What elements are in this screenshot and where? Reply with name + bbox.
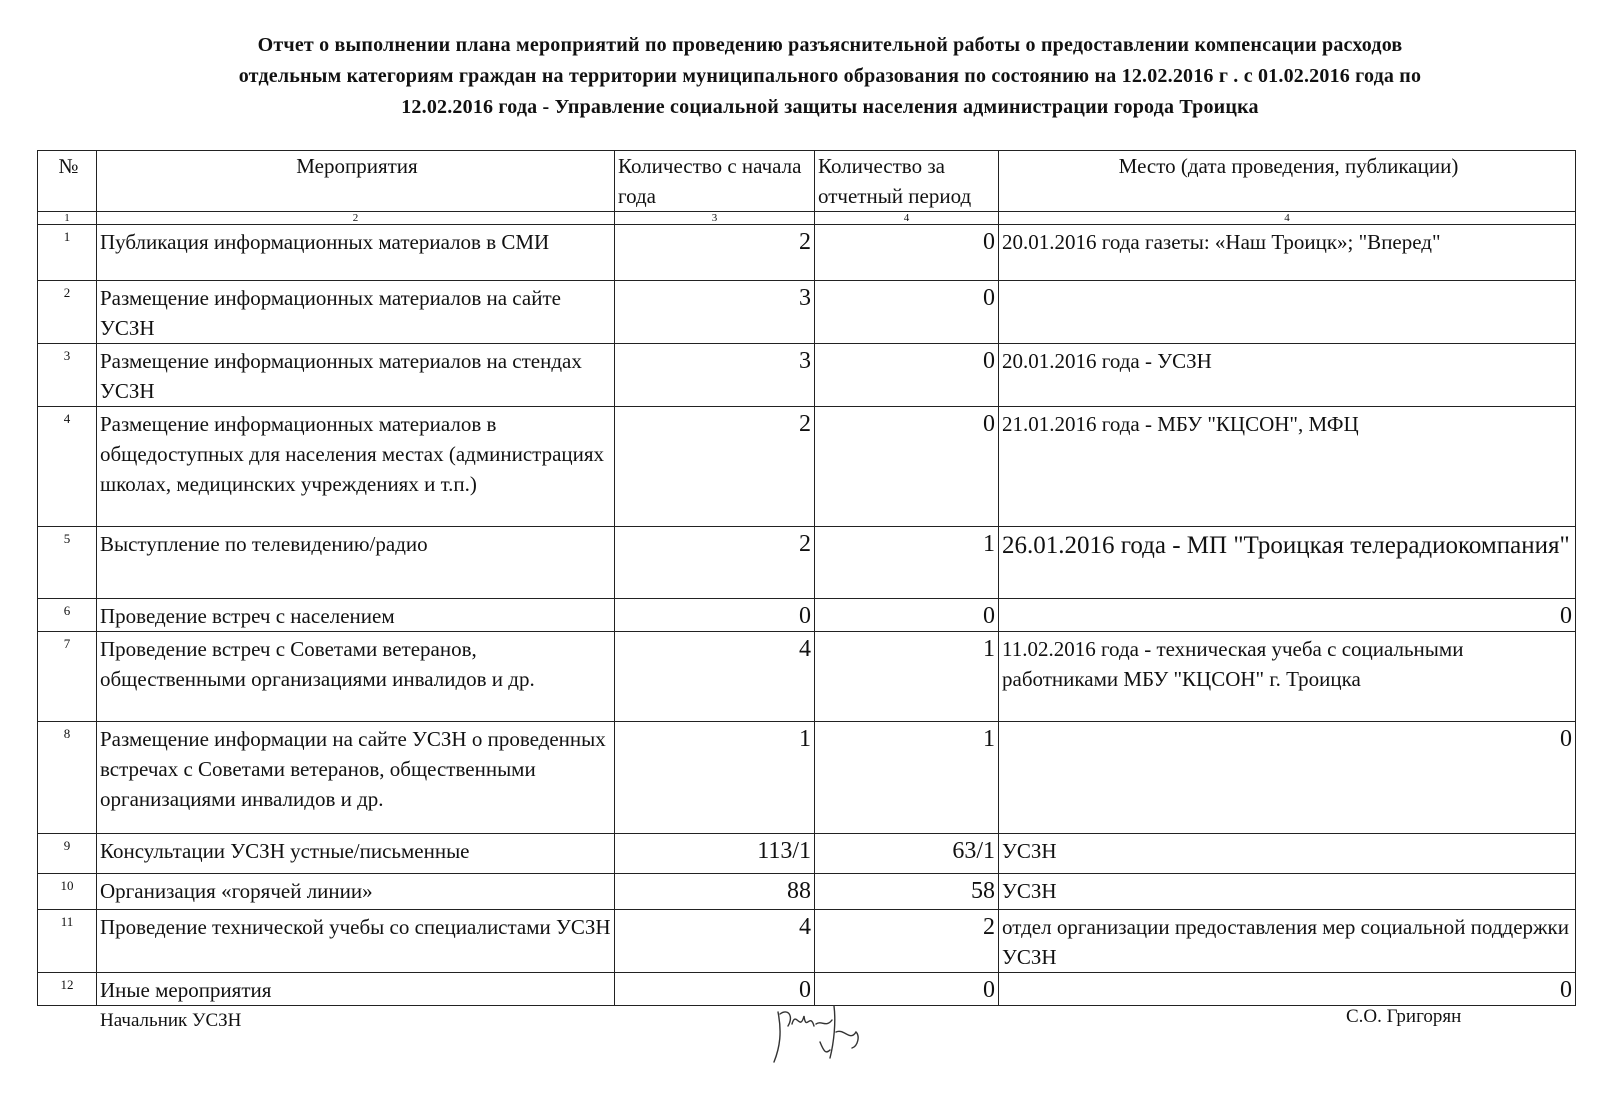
row-number: 11: [38, 910, 97, 973]
table-row: [38, 225, 1576, 281]
count-year: 1: [615, 722, 815, 834]
count-period: 0: [815, 281, 999, 344]
event-name: Проведение технической учебы со специалистами УСЗН: [97, 910, 615, 973]
row-number: 1: [38, 225, 97, 281]
event-name: Проведение встреч с населением: [97, 599, 615, 632]
event-name: Выступление по телевидению/радио: [97, 527, 615, 599]
count-period: 0: [815, 973, 999, 1006]
event-name: Проведение встреч с Советами ветеранов, общественными организациями инвалидов и др.: [97, 632, 615, 722]
header-event: Мероприятия: [97, 151, 615, 212]
document-title: [100, 30, 1560, 123]
event-place: [999, 281, 1576, 344]
count-year: 2: [615, 527, 815, 599]
table-row: [38, 910, 1576, 973]
event-place: 0: [999, 722, 1576, 834]
event-name: Размещение информации на сайте УСЗН о проведенных встречах с Советами ветеранов, общественными организациями инвалидов и др.: [97, 722, 615, 834]
table-row: [38, 344, 1576, 407]
count-period: 0: [815, 344, 999, 407]
footer-name: С.О. Григорян: [1346, 1006, 1462, 1027]
row-number: 8: [38, 722, 97, 834]
index-cell: 1: [38, 212, 97, 225]
row-number: 12: [38, 973, 97, 1006]
count-period: 58: [815, 874, 999, 910]
event-name: Размещение информационных материалов на стендах УСЗН: [97, 344, 615, 407]
count-period: 0: [815, 599, 999, 632]
event-place: УСЗН: [999, 874, 1576, 910]
event-place: отдел организации предоставления мер социальной поддержки УСЗН: [999, 910, 1576, 973]
count-period: 1: [815, 632, 999, 722]
count-period: 1: [815, 722, 999, 834]
event-place: 20.01.2016 года газеты: «Наш Троицк»; "Вперед": [999, 225, 1576, 281]
event-place: 0: [999, 599, 1576, 632]
table-row: [38, 599, 1576, 632]
table-row: [38, 632, 1576, 722]
header-row: [38, 151, 1576, 212]
index-cell: 3: [615, 212, 815, 225]
table-row: [38, 527, 1576, 599]
count-year: 0: [615, 973, 815, 1006]
row-number: 2: [38, 281, 97, 344]
event-place: УСЗН: [999, 834, 1576, 874]
event-place: 21.01.2016 года - МБУ "КЦСОН", МФЦ: [999, 407, 1576, 527]
table-row: [38, 407, 1576, 527]
row-number: 3: [38, 344, 97, 407]
count-year: 4: [615, 910, 815, 973]
count-year: 113/1: [615, 834, 815, 874]
row-number: 4: [38, 407, 97, 527]
table-row: [38, 973, 1576, 1006]
footer-position: Начальник УСЗН: [100, 1010, 242, 1031]
header-count-year: Количество с начала года: [615, 151, 815, 212]
title-line-1: Отчет о выполнении плана мероприятий по проведению разъяснительной работы о предоставлении компенсации расходов: [257, 34, 1403, 56]
count-year: 2: [615, 407, 815, 527]
event-place: 26.01.2016 года - МП "Троицкая телерадиокомпания": [999, 527, 1576, 599]
count-year: 4: [615, 632, 815, 722]
index-cell: 4: [815, 212, 999, 225]
event-place: 11.02.2016 года - техническая учеба с социальными работниками МБУ "КЦСОН" г. Троицка: [999, 632, 1576, 722]
table-row: [38, 874, 1576, 910]
event-place: 20.01.2016 года - УСЗН: [999, 344, 1576, 407]
event-name: Размещение информационных материалов в общедоступных для населения местах (администрациях школах, медицинских учреждениях и т.п.): [97, 407, 615, 527]
count-period: 0: [815, 225, 999, 281]
count-year: 3: [615, 281, 815, 344]
count-year: 88: [615, 874, 815, 910]
table-row: [38, 281, 1576, 344]
row-number: 5: [38, 527, 97, 599]
count-year: 0: [615, 599, 815, 632]
header-place: Место (дата проведения, публикации): [999, 151, 1576, 212]
report-table: [37, 150, 1576, 1006]
event-name: Иные мероприятия: [97, 973, 615, 1006]
index-row: [38, 212, 1576, 225]
row-number: 9: [38, 834, 97, 874]
event-name: Консультации УСЗН устные/письменные: [97, 834, 615, 874]
title-line-3: 12.02.2016 года - Управление социальной защиты населения администрации города Троицка: [401, 96, 1259, 118]
count-period: 0: [815, 407, 999, 527]
count-period: 1: [815, 527, 999, 599]
row-number: 10: [38, 874, 97, 910]
index-cell: 2: [97, 212, 615, 225]
count-year: 2: [615, 225, 815, 281]
count-year: 3: [615, 344, 815, 407]
event-place: 0: [999, 973, 1576, 1006]
signature-icon: [770, 1002, 870, 1071]
table-row: [38, 834, 1576, 874]
index-cell: 4: [999, 212, 1576, 225]
header-count-period: Количество за отчетный период: [815, 151, 999, 212]
row-number: 7: [38, 632, 97, 722]
event-name: Размещение информационных материалов на сайте УСЗН: [97, 281, 615, 344]
table-row: [38, 722, 1576, 834]
header-num: №: [38, 151, 97, 212]
row-number: 6: [38, 599, 97, 632]
event-name: Публикация информационных материалов в СМИ: [97, 225, 615, 281]
event-name: Организация «горячей линии»: [97, 874, 615, 910]
count-period: 63/1: [815, 834, 999, 874]
title-line-2: отдельным категориям граждан на территории муниципального образования по состоянию на 12.02.2016 г . с 01.02.2016 года по: [238, 65, 1422, 87]
count-period: 2: [815, 910, 999, 973]
